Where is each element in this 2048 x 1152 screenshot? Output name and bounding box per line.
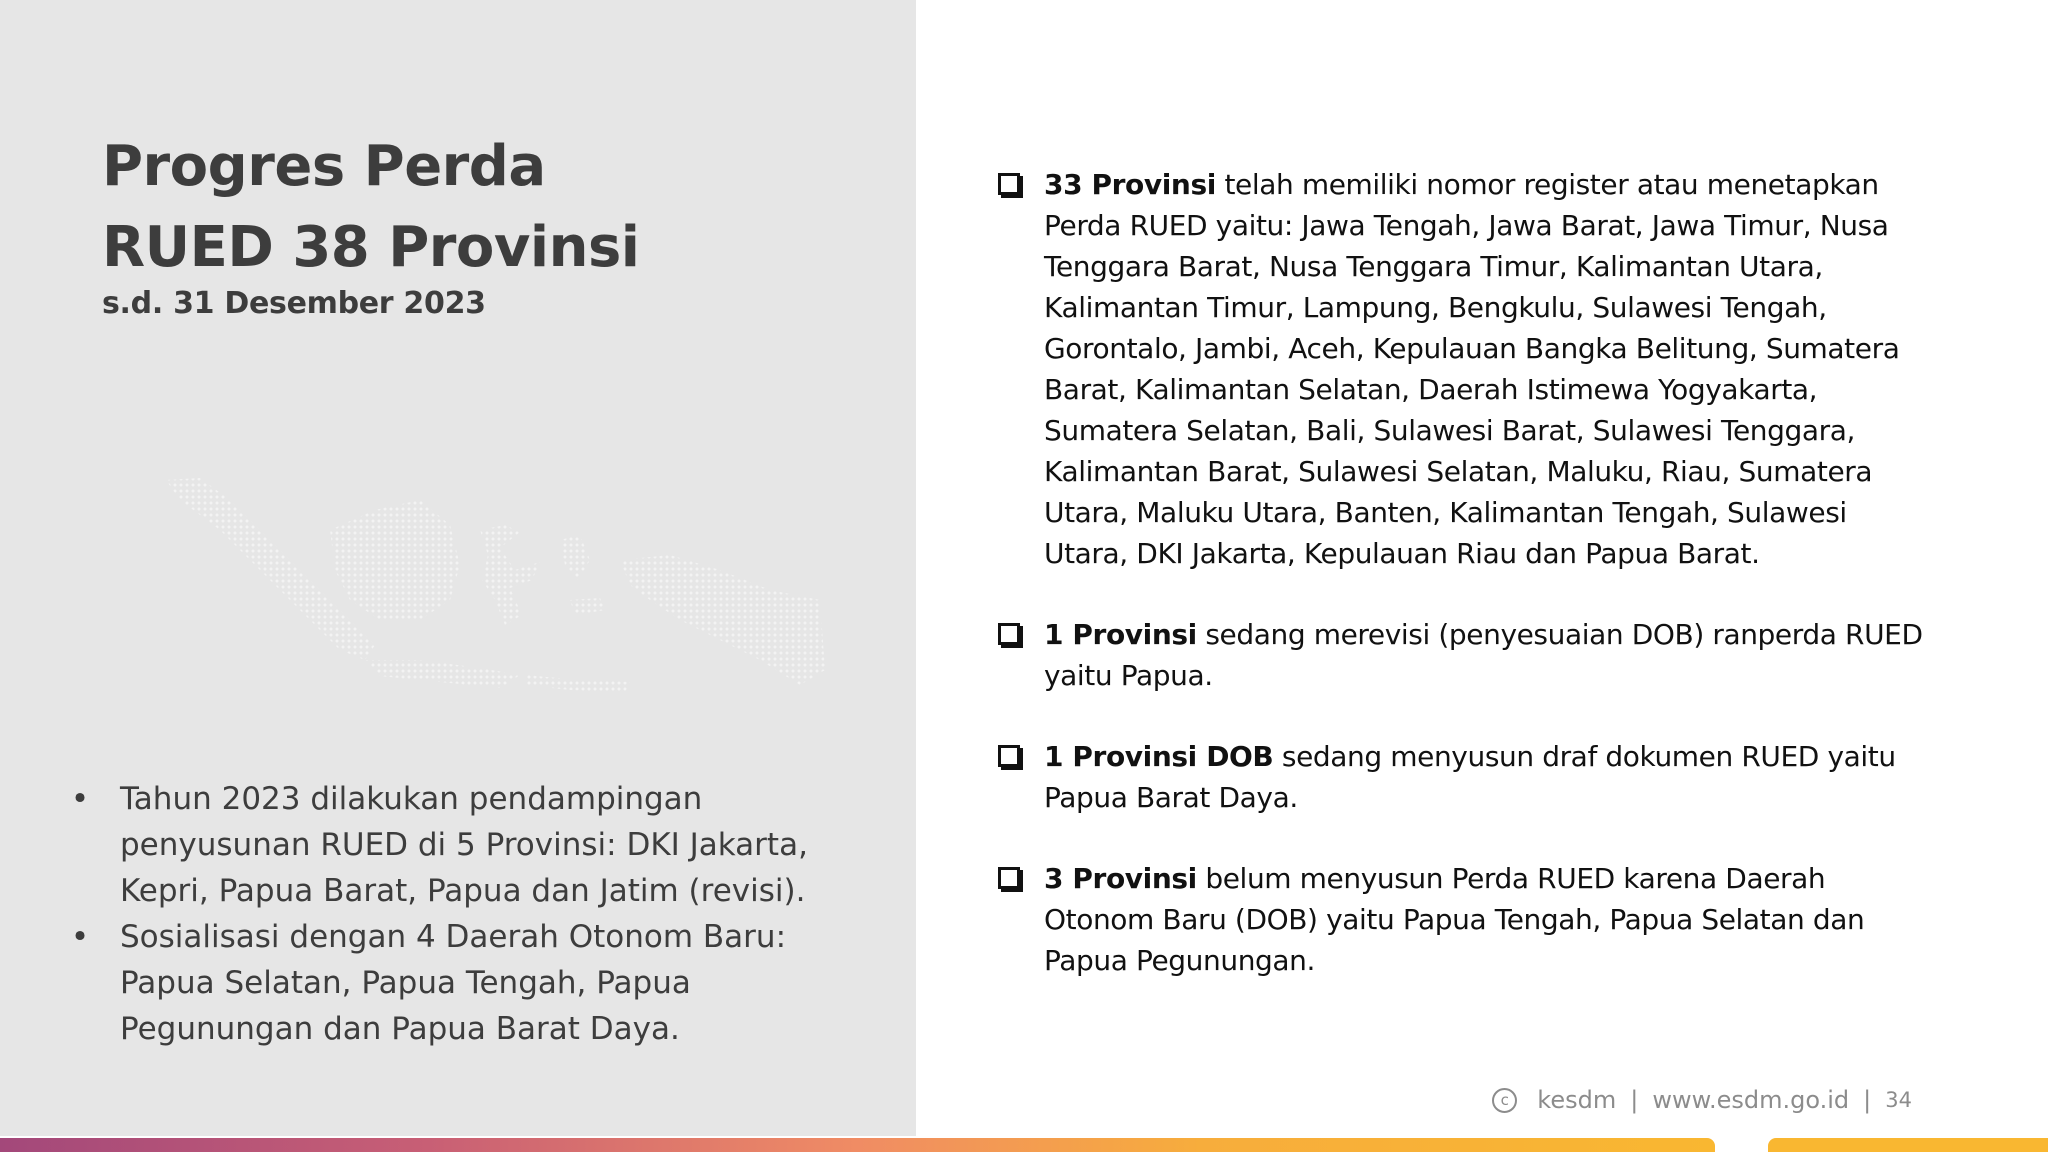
footer-brand: kesdm: [1537, 1086, 1617, 1114]
bullet-text: Sosialisasi dengan 4 Daerah Otonom Baru: Papua Selatan, Papua Tengah, Papua Pegunungan dan Papua Barat Daya.: [120, 919, 787, 1047]
checkbox-icon: [998, 867, 1020, 889]
bullet-text: Tahun 2023 dilakukan pendampingan penyusunan RUED di 5 Provinsi: DKI Jakarta, Kepri, Papua Barat, Papua dan Jatim (revisi).: [120, 781, 808, 909]
item-count: 1 Provinsi: [1044, 618, 1197, 651]
item-text: telah memiliki nomor register atau menetapkan Perda RUED yaitu: Jawa Tengah, Jawa Barat, Jawa Timur, Nusa Tenggara Barat, Nusa Tenggara Timur, Kalimantan Utara, Kalimantan Timur, Lampung, Bengkulu, Sulawesi Tengah, Gorontalo, Jambi, Aceh, Kepulauan Bangka Belitung, Sumatera Barat, Kalimantan Selatan, Daerah Istimewa Yogyakarta, Sumatera Selatan, Bali, Sulawesi Barat, Sulawesi Tenggara, Kalimantan Barat, Sulawesi Selatan, Maluku, Riau, Sumatera Utara, Maluku Utara, Banten, Kalimantan Tengah, Sulawesi Utara, DKI Jakarta, Kepulauan Riau dan Papua Barat.: [1044, 168, 1900, 570]
copyright-icon: c: [1492, 1088, 1517, 1113]
list-item: [998, 858, 1938, 981]
footer-separator: |: [1863, 1086, 1872, 1114]
bullet-icon: •: [70, 781, 90, 817]
slide-title: [102, 126, 639, 288]
title-line-1: Progres Perda: [102, 134, 546, 199]
list-item: [70, 914, 870, 1052]
item-count: 3 Provinsi: [1044, 862, 1197, 895]
page-number: 34: [1885, 1088, 1912, 1112]
bottom-accent-bar: [0, 1138, 1715, 1152]
bullet-icon: •: [70, 919, 90, 955]
list-item: [998, 164, 1938, 574]
item-text: belum menyusun Perda RUED karena Daerah Otonom Baru (DOB) yaitu Papua Tengah, Papua Selatan dan Papua Pegunungan.: [1044, 862, 1865, 977]
item-count: 1 Provinsi DOB: [1044, 740, 1274, 773]
left-bullet-list: [70, 776, 870, 1052]
item-text: sedang merevisi (penyesuaian DOB) ranperda RUED yaitu Papua.: [1044, 618, 1923, 692]
footer-separator: |: [1630, 1086, 1639, 1114]
footer: [1492, 1086, 1912, 1114]
list-item: [70, 776, 870, 914]
item-text: sedang menyusun draf dokumen RUED yaitu Papua Barat Daya.: [1044, 740, 1896, 814]
left-panel: [0, 0, 916, 1136]
item-count: 33 Provinsi: [1044, 168, 1216, 201]
checkbox-icon: [998, 173, 1020, 195]
indonesia-map-icon: [160, 470, 840, 730]
checkbox-icon: [998, 623, 1020, 645]
list-item: [998, 736, 1938, 818]
right-checklist: [998, 164, 1938, 1021]
checkbox-icon: [998, 745, 1020, 767]
footer-url[interactable]: www.esdm.go.id: [1652, 1086, 1850, 1114]
title-line-2: RUED 38 Provinsi: [102, 215, 640, 280]
slide-subtitle: s.d. 31 Desember 2023: [102, 286, 486, 321]
bottom-accent-bar-right: [1768, 1138, 2048, 1152]
list-item: [998, 614, 1938, 696]
